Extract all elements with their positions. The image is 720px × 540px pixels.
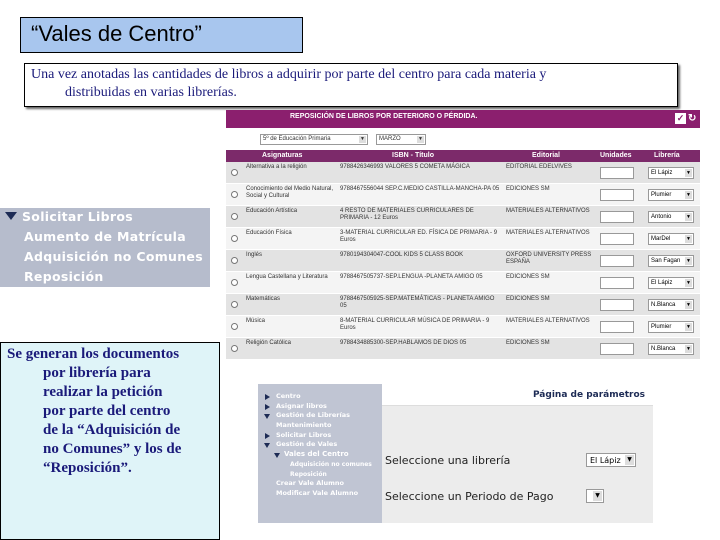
col-asignaturas: Asignaturas	[262, 152, 303, 159]
table-row	[226, 294, 700, 316]
menu-item-vales-centro[interactable]	[258, 450, 382, 460]
course-select-value: 5º de Educación Primaria	[263, 136, 331, 142]
quantity-input[interactable]	[600, 343, 634, 355]
chevron-down-icon: ▼	[686, 236, 691, 242]
note-line: Se generan los documentos	[7, 346, 180, 362]
quantity-input[interactable]	[600, 233, 634, 245]
menu-item-label: Asignar libros	[276, 401, 327, 410]
row-radio[interactable]	[231, 345, 238, 352]
triangle-down-icon	[5, 212, 17, 220]
note-line: por parte del centro	[43, 403, 171, 419]
explanation-note	[0, 342, 220, 540]
table-row	[226, 228, 700, 250]
row-radio[interactable]	[231, 191, 238, 198]
row-editorial: MATERIALES ALTERNATIVOS	[506, 230, 590, 236]
menu-item-label: Modificar Vale Alumno	[276, 488, 359, 497]
menu-item-adquisicion-no-comunes[interactable]	[258, 460, 382, 470]
month-select-value: MARZO	[379, 136, 401, 142]
course-select[interactable]	[260, 134, 368, 145]
libreria-select[interactable]	[648, 167, 694, 179]
row-editorial: MATERIALES ALTERNATIVOS	[506, 318, 590, 324]
note-line: realizar la petición	[43, 384, 163, 400]
menu-item-label: Mantenimiento	[276, 421, 332, 430]
quantity-input[interactable]	[600, 321, 634, 333]
chevron-down-icon: ▼	[686, 192, 691, 198]
menu-item-label: Reposición	[24, 269, 104, 284]
parametros-title: Página de parámetros	[382, 384, 653, 406]
libreria-value: MarDel	[651, 236, 671, 242]
quantity-input[interactable]	[600, 255, 634, 267]
row-subject: Lengua Castellana y Literatura	[246, 274, 328, 280]
triangle-right-icon	[265, 404, 270, 410]
row-isbn: 9788467505925-SEP.MATEMÁTICAS - PLANETA AMIGO 05	[340, 296, 495, 309]
col-isbn: ISBN - Título	[392, 152, 434, 159]
menu-item-asignar-libros[interactable]	[258, 402, 382, 412]
row-radio[interactable]	[231, 213, 238, 220]
table-row	[226, 250, 700, 272]
triangle-down-icon	[264, 443, 270, 448]
note-line: de la “Adquisición de	[43, 422, 181, 438]
row-editorial: OXFORD UNIVERSITY PRESS ESPAÑA	[506, 252, 592, 265]
row-editorial: MATERIALES ALTERNATIVOS	[506, 208, 590, 214]
menu-item-label: Adquisición no comunes	[290, 460, 372, 468]
chevron-down-icon: ▼	[686, 170, 691, 176]
libreria-label: Seleccione una librería	[385, 454, 511, 467]
periodo-select[interactable]	[586, 489, 604, 503]
row-isbn: 3-MATERIAL CURRICULAR ED. FÍSICA DE PRIMARIA - 9 Euros	[340, 230, 498, 243]
note-line: “Reposición”.	[43, 460, 132, 476]
menu-item-solicitar-libros[interactable]	[0, 208, 210, 228]
menu-item-label: Adquisición no Comunes	[24, 249, 203, 264]
libreria-select[interactable]	[648, 211, 694, 223]
menu-item-gestion-librerias[interactable]	[258, 411, 382, 421]
row-subject: Religión Católica	[246, 340, 292, 346]
libreria-select[interactable]	[648, 189, 694, 201]
libreria-value: N.Blanca	[651, 346, 676, 352]
menu-item-solicitar-libros[interactable]	[258, 431, 382, 441]
triangle-down-icon	[274, 453, 280, 458]
row-subject: Alternativa a la religión	[246, 164, 307, 170]
triangle-down-icon	[264, 414, 270, 419]
row-subject: Educación Física	[246, 230, 292, 236]
row-radio[interactable]	[231, 257, 238, 264]
row-editorial: EDITORIAL EDELVIVES	[506, 164, 572, 170]
chevron-down-icon: ▼	[686, 214, 691, 220]
chevron-down-icon: ▼	[686, 324, 691, 330]
menu-item-label: Aumento de Matrícula	[24, 229, 186, 244]
row-subject: Inglés	[246, 252, 263, 258]
chevron-down-icon: ▼	[593, 491, 602, 501]
intro-line-1: Una vez anotadas las cantidades de libros a adquirir por parte del centro para cada materia y	[31, 67, 547, 82]
col-libreria: Librería	[654, 152, 680, 159]
menu-item-label: Vales del Centro	[284, 450, 349, 459]
menu-item-aumento-matricula[interactable]	[0, 228, 210, 248]
row-editorial: EDICIONES SM	[506, 186, 550, 192]
libreria-value: San Fagan	[651, 258, 681, 264]
menu-item-label: Crear Vale Alumno	[276, 479, 344, 488]
libreria-value: Antonio	[651, 214, 672, 220]
reposicion-title: REPOSICIÓN DE LIBROS POR DETERIORO O PÉRDIDA.	[290, 113, 478, 120]
menu-item-mantenimiento[interactable]	[258, 421, 382, 431]
row-subject: Música	[246, 318, 266, 324]
libreria-select-value: El Lápiz	[590, 456, 621, 465]
table-row	[226, 272, 700, 294]
row-editorial: EDICIONES SM	[506, 340, 550, 346]
row-radio[interactable]	[231, 301, 238, 308]
menu-item-label: Gestión de Librerías	[276, 411, 350, 420]
row-radio[interactable]	[231, 169, 238, 176]
row-editorial: EDICIONES SM	[506, 296, 550, 302]
table-header	[226, 150, 700, 162]
slide-title: “Vales de Centro”	[20, 17, 303, 53]
reposicion-header	[226, 110, 700, 128]
menu-item-modificar-vale[interactable]	[258, 489, 382, 499]
parametros-content	[382, 384, 653, 523]
reposicion-panel	[226, 110, 700, 360]
chevron-down-icon: ▼	[625, 455, 634, 465]
row-isbn: 9788434885300-SEP.HABLAMOS DE DIOS 05	[340, 340, 467, 346]
chevron-down-icon: ▼	[360, 136, 365, 142]
libreria-value: Plumier	[651, 192, 672, 198]
libreria-select[interactable]	[648, 299, 694, 311]
libreria-value: El Lápiz	[651, 170, 673, 176]
menu-item-label: Centro	[276, 392, 301, 400]
row-isbn: 4 RESTO DE MATERIALES CURRICULARES DE PRIMARIA - 12 Euros	[340, 208, 474, 221]
intro-line-2: distribuidas en varias librerías.	[65, 85, 237, 100]
menu-item-label: Gestión de Vales	[276, 440, 338, 449]
row-radio[interactable]	[231, 323, 238, 330]
menu-item-adquisicion-no-comunes[interactable]	[0, 248, 210, 268]
quantity-input[interactable]	[600, 299, 634, 311]
parametros-panel	[258, 384, 653, 523]
libreria-value: El Lápiz	[651, 280, 673, 286]
check-icon[interactable]: ✓	[676, 113, 685, 123]
table-row	[226, 162, 700, 184]
libreria-value: Plumier	[651, 324, 672, 330]
menu-item-reposicion[interactable]	[258, 470, 382, 480]
table-row	[226, 184, 700, 206]
table-body	[226, 162, 700, 360]
libreria-select[interactable]	[648, 233, 694, 245]
note-line: no Comunes” y los de	[43, 441, 182, 457]
libreria-value: N.Blanca	[651, 302, 676, 308]
month-select[interactable]	[376, 134, 426, 145]
table-row	[226, 338, 700, 360]
quantity-input[interactable]	[600, 167, 634, 179]
quantity-input[interactable]	[600, 189, 634, 201]
libreria-select[interactable]	[648, 343, 694, 355]
table-row	[226, 316, 700, 338]
row-radio[interactable]	[231, 235, 238, 242]
row-isbn: 9788426346993 VALORES 5 COMETA MÁGICA	[340, 164, 470, 170]
table-row	[226, 206, 700, 228]
triangle-right-icon	[265, 433, 270, 439]
quantity-input[interactable]	[600, 211, 634, 223]
row-editorial: EDICIONES SM	[506, 274, 550, 280]
row-subject: Educación Artística	[246, 208, 298, 214]
chevron-down-icon: ▼	[686, 302, 691, 308]
row-isbn: 9788467505737-SEP.LENGUA -PLANETA AMIGO 05	[340, 274, 483, 280]
menu-item-centro[interactable]	[258, 392, 382, 402]
note-line: por librería para	[43, 365, 151, 381]
gestion-menu	[258, 384, 382, 523]
menu-item-reposicion[interactable]	[0, 268, 210, 288]
row-isbn: 8-MATERIAL CURRICULAR MÚSICA DE PRIMARIA - 9 Euros	[340, 318, 490, 331]
chevron-down-icon: ▼	[686, 280, 691, 286]
row-isbn: 9788467556044 SEP.C.MEDIO CASTILLA-MANCHA-PA 05	[340, 186, 500, 192]
col-editorial: Editorial	[532, 152, 561, 159]
quantity-input[interactable]	[600, 277, 634, 289]
filter-bar	[226, 128, 700, 150]
triangle-right-icon	[265, 394, 270, 400]
periodo-label: Seleccione un Periodo de Pago	[385, 490, 554, 503]
menu-item-label: Solicitar Libros	[276, 430, 332, 439]
menu-item-crear-vale[interactable]	[258, 479, 382, 489]
libreria-select[interactable]	[648, 277, 694, 289]
libreria-select[interactable]	[648, 255, 694, 267]
libreria-select[interactable]	[586, 453, 636, 467]
row-subject: Matemáticas	[246, 296, 281, 302]
chevron-down-icon: ▼	[686, 346, 691, 352]
chevron-down-icon: ▼	[686, 258, 691, 264]
solicitar-menu	[0, 208, 210, 287]
row-subject: Conocimiento del Medio Natural, Social y Cultural	[246, 186, 334, 199]
menu-item-gestion-vales[interactable]	[258, 440, 382, 450]
chevron-down-icon: ▼	[418, 136, 423, 142]
col-unidades: Unidades	[600, 152, 632, 159]
row-radio[interactable]	[231, 279, 238, 286]
libreria-select[interactable]	[648, 321, 694, 333]
row-isbn: 9780194304047-COOL KIDS 5 CLASS BOOK	[340, 252, 464, 258]
menu-item-label: Reposición	[290, 470, 327, 478]
intro-text-box	[24, 63, 678, 107]
refresh-icon[interactable]: ↻	[688, 113, 697, 124]
menu-item-label: Solicitar Libros	[22, 209, 133, 224]
